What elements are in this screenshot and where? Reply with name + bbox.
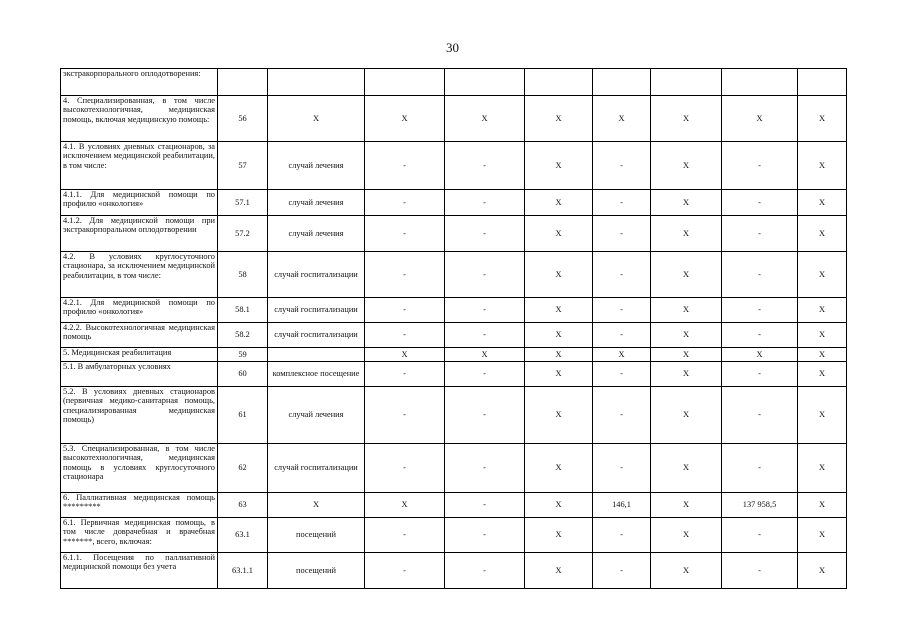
table-cell: X (525, 252, 593, 298)
table-cell: - (445, 252, 525, 298)
table-cell: - (365, 444, 445, 493)
table-cell: - (593, 298, 651, 323)
table-cell: X (798, 444, 847, 493)
table-cell: X (798, 362, 847, 387)
table-cell: случай госпитализации (268, 298, 365, 323)
table-row (61, 323, 847, 348)
table-cell: - (365, 252, 445, 298)
table-cell: X (525, 298, 593, 323)
table-cell: X (651, 553, 722, 589)
table-cell: - (365, 387, 445, 444)
table-cell: X (798, 348, 847, 362)
table-cell: - (445, 518, 525, 553)
table-row (61, 190, 847, 216)
data-table (60, 68, 847, 589)
table-cell: X (525, 493, 593, 518)
table-row (61, 518, 847, 553)
table-cell: X (651, 96, 722, 142)
table-cell: X (798, 142, 847, 190)
table-cell: - (445, 216, 525, 252)
table-cell: - (445, 190, 525, 216)
table-cell: 146,1 (593, 493, 651, 518)
table-cell: X (651, 252, 722, 298)
table-cell: X (798, 96, 847, 142)
row-name-cell: 5. Медицинская реабилитация (61, 348, 218, 362)
table-cell: - (365, 298, 445, 323)
table-cell: X (798, 553, 847, 589)
table-cell: X (525, 216, 593, 252)
table-row (61, 298, 847, 323)
table-cell: - (365, 362, 445, 387)
table-cell: X (525, 190, 593, 216)
table-cell: 137 958,5 (722, 493, 798, 518)
table-cell: X (798, 493, 847, 518)
table-cell: X (268, 493, 365, 518)
row-name-cell: 4. Специализированная, в том числе высокотехнологичная, медицинская помощь, включая медицинскую помощь: (61, 96, 218, 142)
table-cell: случай лечения (268, 190, 365, 216)
table-cell: - (593, 252, 651, 298)
table-cell: - (722, 387, 798, 444)
table-cell: 63.1 (218, 518, 268, 553)
table-cell (268, 348, 365, 362)
row-name-cell: 4.1.2. Для медицинской помощи при экстракорпоральном оплодотворении (61, 216, 218, 252)
table-cell: 62 (218, 444, 268, 493)
table-row (61, 553, 847, 589)
table-row (61, 362, 847, 387)
table-row (61, 348, 847, 362)
table-cell: 60 (218, 362, 268, 387)
table-cell: X (525, 444, 593, 493)
table-cell: X (651, 444, 722, 493)
row-name-cell: 6.1.1. Посещения по паллиативной медицинской помощи без учета (61, 553, 218, 589)
table-cell: - (593, 142, 651, 190)
table-cell (268, 69, 365, 96)
table-cell: - (593, 190, 651, 216)
table-row (61, 387, 847, 444)
table-cell: - (593, 216, 651, 252)
table-cell: X (445, 96, 525, 142)
table-cell: - (722, 190, 798, 216)
table-cell (445, 69, 525, 96)
table-cell: посещений (268, 518, 365, 553)
table-cell (525, 69, 593, 96)
table-cell: X (651, 387, 722, 444)
table-cell: X (798, 216, 847, 252)
table-cell: - (365, 216, 445, 252)
table-cell: X (365, 493, 445, 518)
table-row (61, 96, 847, 142)
row-name-cell: 4.2.1. Для медицинской помощи по профилю «онкология» (61, 298, 218, 323)
table-cell: 59 (218, 348, 268, 362)
row-name-cell: 4.2. В условиях круглосуточного стационара, за исключением медицинской реабилитации, в том числе: (61, 252, 218, 298)
row-name-cell: 5.1. В амбулаторных условиях (61, 362, 218, 387)
table-cell: - (365, 142, 445, 190)
row-name-cell: 6. Паллиативная медицинская помощь ********* (61, 493, 218, 518)
table-cell: - (722, 444, 798, 493)
row-name-cell: 4.2.2. Высокотехнологичная медицинская помощь (61, 323, 218, 348)
table-cell: X (798, 387, 847, 444)
table-cell: X (525, 142, 593, 190)
table-cell: случай лечения (268, 387, 365, 444)
table-cell: - (445, 444, 525, 493)
table-cell: 58.2 (218, 323, 268, 348)
page-number: 30 (446, 40, 459, 55)
table-cell: X (365, 348, 445, 362)
table-cell: X (525, 518, 593, 553)
table-cell: - (445, 553, 525, 589)
table-cell: X (798, 323, 847, 348)
table-cell: X (651, 216, 722, 252)
table-row (61, 252, 847, 298)
table-cell (365, 69, 445, 96)
table-cell: случай госпитализации (268, 444, 365, 493)
table-cell: - (722, 362, 798, 387)
table-cell: X (651, 493, 722, 518)
table-cell: - (445, 387, 525, 444)
table-cell: X (651, 362, 722, 387)
table-cell: - (445, 142, 525, 190)
table-cell: 56 (218, 96, 268, 142)
table-cell: X (593, 348, 651, 362)
table-cell: комплексное посещение (268, 362, 365, 387)
table-cell: - (445, 362, 525, 387)
table-row (61, 493, 847, 518)
table-cell: X (268, 96, 365, 142)
table-cell: X (722, 96, 798, 142)
table-cell: X (651, 190, 722, 216)
table-cell: X (798, 190, 847, 216)
table-cell: - (445, 493, 525, 518)
table-cell: X (525, 96, 593, 142)
table-cell: случай госпитализации (268, 252, 365, 298)
row-name-cell: 5.2. В условиях дневных стационаров (первичная медико-санитарная помощь, специализированная медицинская помощь) (61, 387, 218, 444)
table-cell: - (593, 444, 651, 493)
table-cell: - (365, 553, 445, 589)
table-cell: - (593, 323, 651, 348)
table-cell: X (722, 348, 798, 362)
table-cell: - (593, 518, 651, 553)
table-cell: X (651, 323, 722, 348)
table-cell: 63.1.1 (218, 553, 268, 589)
table-cell: X (525, 553, 593, 589)
row-name-cell: 6.1. Первичная медицинская помощь, в том числе доврачебная и врачебная *******, всего, включая: (61, 518, 218, 553)
table-cell (593, 69, 651, 96)
table-cell: - (722, 216, 798, 252)
table-cell: - (722, 252, 798, 298)
table-cell: 58 (218, 252, 268, 298)
table-cell: X (651, 348, 722, 362)
table-row (61, 142, 847, 190)
table-cell: X (798, 518, 847, 553)
table-cell: 61 (218, 387, 268, 444)
table-cell: X (798, 298, 847, 323)
table-cell: X (525, 348, 593, 362)
table-cell: 58.1 (218, 298, 268, 323)
table-cell: 57.1 (218, 190, 268, 216)
row-name-cell: 4.1.1. Для медицинской помощи по профилю «онкология» (61, 190, 218, 216)
table-row (61, 69, 847, 96)
table-cell: X (651, 298, 722, 323)
table-row (61, 444, 847, 493)
table-cell: - (722, 298, 798, 323)
table-cell: случай лечения (268, 142, 365, 190)
table-cell: - (722, 142, 798, 190)
table-cell (218, 69, 268, 96)
table-cell: X (798, 252, 847, 298)
table-cell: 57.2 (218, 216, 268, 252)
table-cell: 57 (218, 142, 268, 190)
table-cell: X (365, 96, 445, 142)
table-cell: X (525, 387, 593, 444)
table-cell: посещений (268, 553, 365, 589)
table-cell: - (365, 518, 445, 553)
table-cell: - (365, 190, 445, 216)
table-cell: 63 (218, 493, 268, 518)
table-cell: - (445, 298, 525, 323)
table-cell: - (445, 323, 525, 348)
row-name-cell: экстракорпорального оплодотворения: (61, 69, 218, 96)
table-cell: X (651, 142, 722, 190)
table-cell: X (525, 323, 593, 348)
table-cell: - (593, 362, 651, 387)
table-cell: X (593, 96, 651, 142)
row-name-cell: 4.1. В условиях дневных стационаров, за исключением медицинской реабилитации, в том числе: (61, 142, 218, 190)
table-cell: X (525, 362, 593, 387)
table-cell (651, 69, 722, 96)
table-cell: случай лечения (268, 216, 365, 252)
table-cell: X (445, 348, 525, 362)
table-cell: - (722, 323, 798, 348)
table-cell: X (651, 518, 722, 553)
table-cell: - (722, 518, 798, 553)
row-name-cell: 5.3. Специализированная, в том числе высокотехнологичная, медицинская помощь в условиях круглосуточного стационара (61, 444, 218, 493)
table-cell: - (593, 387, 651, 444)
table-cell: - (593, 553, 651, 589)
table-cell (798, 69, 847, 96)
table-cell: - (722, 553, 798, 589)
table-cell: случай госпитализации (268, 323, 365, 348)
table-cell: - (365, 323, 445, 348)
table-cell (722, 69, 798, 96)
table-row (61, 216, 847, 252)
